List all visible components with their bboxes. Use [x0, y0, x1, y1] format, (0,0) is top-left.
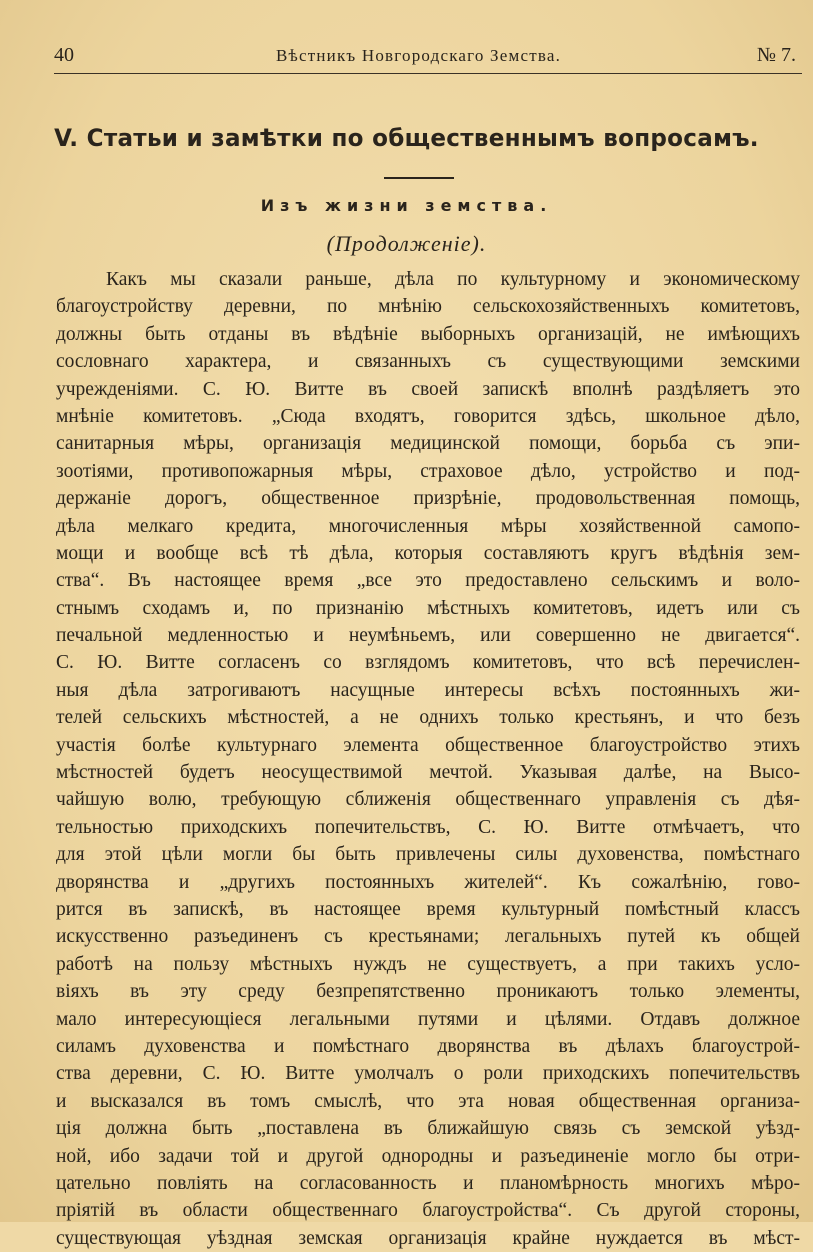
text-line: ства деревни, С. Ю. Витте умолчалъ о роли приходскихъ попечительствъ — [56, 1063, 800, 1085]
text-line: сословнаго характера, и связанныхъ съ существующими земскими — [56, 351, 800, 373]
page-number: 40 — [54, 44, 74, 66]
text-line: должны быть отданы въ вѣдѣніе выборныхъ организацій, не имѣющихъ — [56, 323, 800, 345]
text-line: санитарныя мѣры, организація медицинской помощи, борьба съ эпи- — [56, 433, 800, 455]
text-line: мѣстностей будетъ неосуществимой мечтой. Указывая далѣе, на Высо- — [56, 762, 800, 784]
continued-note: (Продолженіе). — [326, 231, 487, 256]
text-line: силамъ духовенства и помѣстнаго дворянства въ дѣлахъ благоустрой- — [56, 1035, 800, 1057]
header-rule — [54, 73, 802, 74]
text-line: рится въ запискѣ, въ настоящее время культурный помѣстный классъ — [56, 898, 800, 920]
text-line: мнѣніе комитетовъ. „Сюда входятъ, говорится здѣсь, школьное дѣло, — [56, 405, 800, 427]
text-line: мощи и вообще всѣ тѣ дѣла, которыя составляютъ кругъ вѣдѣнія зем- — [56, 542, 800, 564]
text-line: для этой цѣли могли бы быть привлечены силы духовенства, помѣстнаго — [56, 844, 800, 866]
text-line: и высказался въ томъ смыслѣ, что эта новая общественная организа- — [56, 1090, 800, 1112]
text-line: С. Ю. Витте согласенъ со взглядомъ комитетовъ, что всѣ перечислен- — [56, 652, 800, 674]
title-divider — [384, 177, 454, 179]
text-line: ства“. Въ настоящее время „все это предоставлено сельскимъ и воло- — [56, 570, 800, 592]
article-subtitle: Изъ жизни земства. — [260, 196, 553, 215]
text-line: зоотіями, противопожарныя мѣры, страховое дѣло, устройство и под- — [56, 460, 800, 482]
text-line: держаніе дорогъ, общественное призрѣніе, продовольственная помощь, — [56, 488, 800, 510]
text-line: мало интересующіеся легальными путями и цѣлями. Отдавъ должное — [56, 1008, 800, 1030]
text-line: стнымъ сходамъ и, по признанію мѣстныхъ комитетовъ, идетъ или съ — [56, 597, 800, 619]
text-line: цательно повліять на согласованность и планомѣрность многихъ мѣро- — [56, 1172, 800, 1194]
text-line: ція должна быть „поставлена въ ближайшую связь съ земской уѣзд- — [56, 1118, 800, 1140]
text-line: участія болѣе культурнаго элемента общественное благоустройство этихъ — [56, 734, 800, 756]
section-title: V. Статьи и замѣтки по общественнымъ вопросамъ. — [54, 124, 759, 152]
text-line: чайшую волю, требующую сближенія общественнаго управленія съ дѣя- — [56, 789, 800, 811]
text-line: работѣ на пользу мѣстныхъ нуждъ не существуетъ, а при такихъ усло- — [56, 953, 800, 975]
issue-number: № 7. — [756, 44, 796, 66]
text-line: дворянства и „другихъ постоянныхъ жителей“. Къ сожалѣнію, гово- — [56, 871, 800, 893]
running-header — [54, 44, 802, 76]
text-line: благоустройству деревни, по мнѣнію сельскохозяйственныхъ комитетовъ, — [56, 296, 800, 318]
text-line: дѣла мелкаго кредита, многочисленныя мѣры хозяйственной самопо- — [56, 515, 800, 537]
article-body — [56, 266, 800, 1252]
text-line: телей сельскихъ мѣстностей, а не однихъ только крестьянъ, и что безъ — [56, 707, 800, 729]
text-line: печальной медленностью и неумѣньемъ, или совершенно не двигается“. — [56, 625, 800, 647]
text-line: учрежденіями. С. Ю. Витте въ своей запискѣ вполнѣ раздѣляетъ это — [56, 378, 800, 400]
text-line: Какъ мы сказали раньше, дѣла по культурному и экономическому — [106, 269, 800, 290]
journal-title: Вѣстникъ Новгородскаго Земства. — [276, 46, 562, 65]
text-line: искусственно разъединенъ съ крестьянами; легальныхъ путей къ общей — [56, 926, 800, 948]
text-line: ной, ибо задачи той и другой однородны и разъединеніе могло бы отри- — [56, 1145, 800, 1167]
text-line: тельностью приходскихъ попечительствъ, С. Ю. Витте отмѣчаетъ, что — [56, 816, 800, 838]
text-line: віяхъ въ эту среду безпрепятственно проникаютъ только элементы, — [56, 981, 800, 1003]
text-line: ныя дѣла затрогиваютъ насущные интересы всѣхъ постоянныхъ жи- — [56, 679, 800, 701]
text-line: существующая уѣздная земская организація крайне нуждается въ мѣст- — [56, 1227, 800, 1249]
text-line: пріятій въ области общественнаго благоустройства“. Съ другой стороны, — [56, 1200, 800, 1222]
